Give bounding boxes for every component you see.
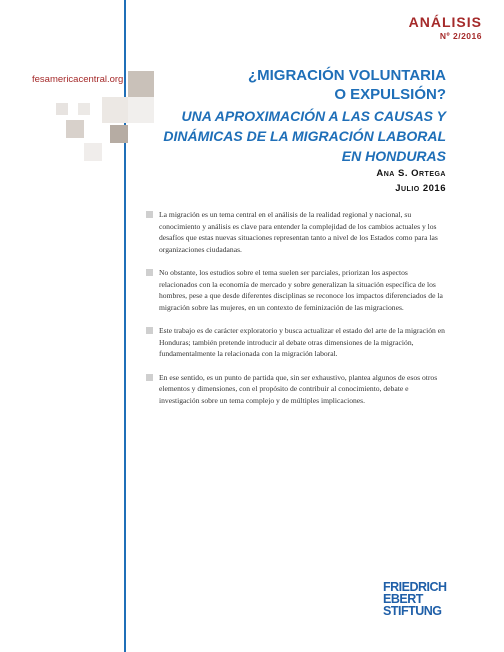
abstract-paragraph [146, 209, 446, 255]
paragraph-text: La migración es un tema central en el análisis de la realidad regional y nacional, su conocimiento y análisis es clave para entender la complejidad de los cambios actuales y los desafíos que estas nuevas situaciones representan tanto a nivel de los Estados como para las organizaciones ciudadanas. [159, 210, 438, 254]
series-label: ANÁLISIS [408, 14, 482, 30]
issue-number: Nº 2/2016 [439, 31, 482, 41]
subtitle-line: UNA APROXIMACIÓN A LAS CAUSAS Y [181, 108, 446, 124]
square-bullet-icon [146, 269, 153, 276]
logo-line: STIFTUNG [383, 604, 442, 618]
square-bullet-icon [146, 374, 153, 381]
website-link[interactable]: fesamericacentral.org [32, 74, 124, 85]
square-bullet-icon [146, 211, 153, 218]
paragraph-text: Este trabajo es de carácter exploratorio y busca actualizar el estado del arte de la migración en Honduras; también pretende introducir al debate otras dimensiones de la migración, fundamentalmente la relacionada con la migración laboral. [159, 326, 445, 358]
fes-logo [383, 581, 455, 617]
page-subtitle [116, 106, 446, 166]
decorative-square [56, 103, 68, 115]
square-bullet-icon [146, 327, 153, 334]
subtitle-line: EN HONDURAS [341, 148, 446, 164]
decorative-square [78, 103, 90, 115]
paragraph-text: En ese sentido, es un punto de partida que, sin ser exhaustivo, plantea algunos de esos otros elementos y dimensiones, con el propósito de contribuir al conocimiento, debate e investigación sobre un tema complejo y de múltiples implicaciones. [159, 372, 438, 405]
page-title [146, 66, 446, 104]
logo-line: FRIEDRICH [383, 580, 447, 594]
author-name: Ana S. Ortega [376, 168, 446, 179]
publication-date: Julio 2016 [395, 183, 446, 194]
abstract-paragraph [146, 325, 446, 360]
abstract [146, 209, 446, 418]
abstract-paragraph [146, 372, 446, 407]
logo-line: EBERT [383, 592, 423, 606]
paragraph-text: No obstante, los estudios sobre el tema suelen ser parciales, priorizan los aspectos relacionados con la economía de mercado y sobre generalizan la situación específica de los hombres, pese a que desde diferentes disciplinas se reconoce los impactos diferenciados de la migración sobre las mujeres, en un contexto de feminización de las migraciones. [159, 268, 443, 312]
title-line: ¿MIGRACIÓN VOLUNTARIA [247, 67, 446, 84]
title-line: O EXPULSIÓN? [334, 86, 446, 103]
decorative-square [66, 120, 84, 138]
abstract-paragraph [146, 267, 446, 313]
subtitle-line: DINÁMICAS DE LA MIGRACIÓN LABORAL [163, 128, 446, 144]
decorative-square [84, 143, 102, 161]
